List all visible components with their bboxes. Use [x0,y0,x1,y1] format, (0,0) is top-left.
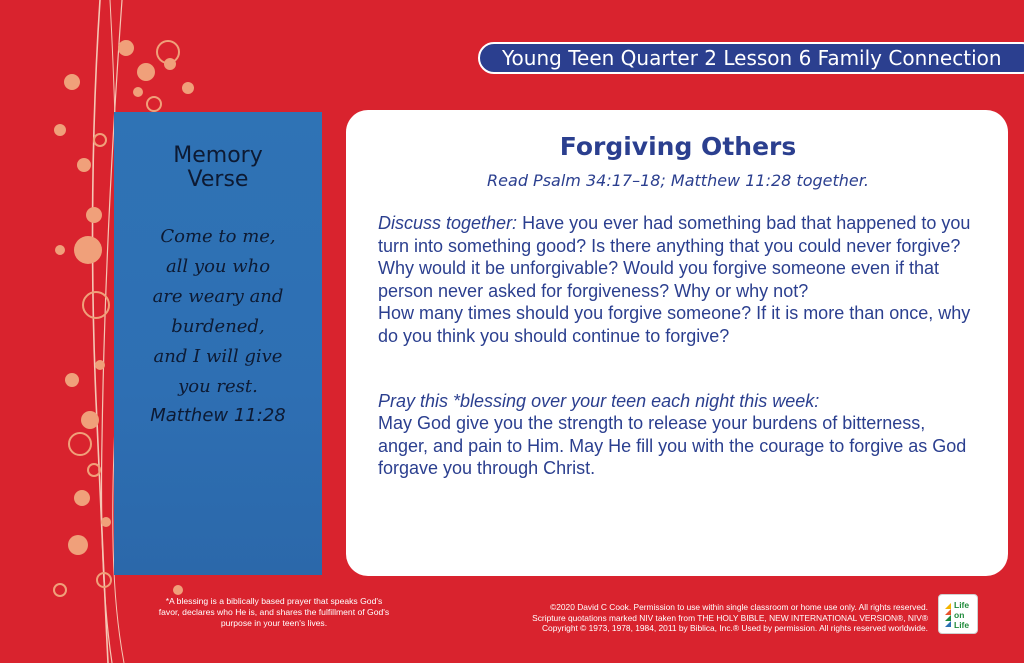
lesson-card [346,110,1008,576]
copyright-line: Scripture quotations marked NIV taken from THE HOLY BIBLE, NEW INTERNATIONAL VERSION®, NIV® [532,612,928,623]
prayer-paragraph [378,390,978,480]
reading-instruction: Read Psalm 34:17–18; Matthew 11:28 together. [487,171,869,190]
banner-title: Young Teen Quarter 2 Lesson 6 Family Connection [502,46,1002,70]
discuss-text: Have you ever had something bad that happened to you turn into something good? Is there anything that you could never forgive? Why would it be unforgivable? Would you forgive someone even if that person never asked for forgiveness? Why or why not? [378,213,971,301]
memory-verse-heading-line2: Verse [187,167,249,192]
logo-text-line: on [954,610,965,620]
lesson-title: Forgiving Others [559,132,797,161]
discuss-paragraph [378,212,978,348]
verse-line: are weary and [152,286,284,307]
copyright-notice [460,602,928,634]
verse-line: and I will give [153,346,283,367]
logo-text-line: Life [954,600,970,610]
memory-verse-text [114,222,322,430]
verse-reference: Matthew 11:28 [150,405,286,426]
verse-line: all you who [165,256,271,277]
verse-line: Come to me, [160,226,276,247]
memory-verse-heading [114,144,322,192]
blessing-footnote: *A blessing is a biblically based prayer that speaks God's favor, declares who He is, and shares the fulfillment of God's purpose in your teen's lives. [158,596,390,628]
discuss-label: Discuss together: [378,213,518,233]
logo-text [954,600,978,630]
discuss-text-2: How many times should you forgive someone? If it is more than once, why do you think you should continue to forgive? [378,303,971,346]
life-on-life-logo [938,594,978,634]
prayer-text: May God give you the strength to release your burdens of bitterness, anger, and pain to Him. May He fill you with the courage to forgive as God forgave you through Christ. [378,413,967,479]
header-banner [478,42,1024,74]
copyright-line: Copyright © 1973, 1978, 1984, 2011 by Biblica, Inc.® Used by permission. All rights reserved worldwide. [541,623,928,633]
prayer-label: Pray this *blessing over your teen each night this week: [378,390,820,411]
memory-verse-card [114,112,322,575]
memory-verse-heading-line1: Memory [173,143,263,168]
verse-line: burdened, [171,316,265,337]
verse-line: you rest. [178,376,258,397]
logo-text-line: Life [954,620,970,630]
logo-stripes-icon [943,603,953,627]
copyright-line: ©2020 David C Cook. Permission to use within single classroom or home use only. All rights reserved. [550,602,928,612]
